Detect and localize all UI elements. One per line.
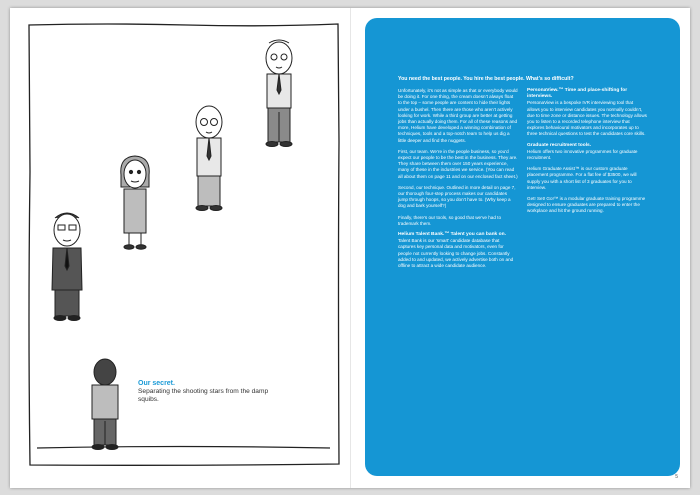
get-set-go-paragraph: Get! Set! Go!™ is a modular graduate training programme designed to ensure graduates are prepared to enter the workplace and hit the ground running.: [527, 196, 646, 214]
lead-heading: You need the best people. You hire the best people. What’s so difficult?: [398, 76, 574, 82]
caption-text: Separating the shooting stars from the damp squibs.: [138, 388, 269, 404]
figure-man-glasses: [196, 106, 222, 211]
left-paragraph-4: Finally, there’s our tools, so good that we’ve had to trademark them.: [398, 214, 501, 226]
left-text-column: [398, 88, 518, 274]
personaview-heading: PersonaView.™ Time and place-shifting for interviews.: [527, 88, 628, 100]
personaview-paragraph: PersonaView is a bespoke IVR interviewing tool that allows you to interview candidates you normally couldn’t, due to time zone or distance issues. The technology allows you to listen to a recorded telephone interview that explores behavioural motivators and incorporates up to three technical questions to test the candidates core skills.: [527, 100, 647, 137]
talent-bank-paragraph: Talent Bank is our ‘smart’ candidate database that captures key personal data and motivators, even for people not currently looking to change jobs. Constantly added to and updated, we actively advertise both on and offline to attract a wide candidate audience.: [398, 238, 514, 269]
brochure-spread: [10, 8, 690, 488]
figure-man-glasses-tie: [266, 40, 292, 147]
figure-man-back: [92, 359, 118, 450]
left-paragraph-1: Unfortunately, it’s not as simple as that or everybody would be doing it. For one thing, the cream doesn’t always float to the top – some people are content to hide their lights under a bushel. Then there are those who aren’t actively looking for work. While a third group are better at getting jobs than actually doing them. For all of these reasons and more, Helium have developed a winning combination of techniques, tools and a top-notch team to help us dig a little deeper and find the nuggets.: [398, 88, 518, 143]
figure-man-suit: [52, 213, 82, 321]
caption-title: Our secret.: [138, 380, 175, 387]
talent-bank-heading: Helium Talent Bank.™ Talent you can bank on.: [398, 232, 506, 238]
graduate-heading: Graduate recruitment tools.: [527, 142, 592, 148]
figure-woman-bob: [121, 156, 149, 249]
left-paragraph-3: Second, our technique. Outlined in more detail on page 7, our thorough four-step process makes our candidates jump through hoops, so you don’t have to. (Why keep a dog and bark yourself?): [398, 184, 516, 209]
page-number: 5: [675, 474, 678, 480]
left-paragraph-2: First, our team. We’re in the people business, so you’d expect our people to be the best in the business. They are. They share between them over 150 years experience, many of these in the industries we service. (You can read all about them on page 11 and on our enclosed fact sheet.): [398, 148, 518, 179]
illustration-caption: [138, 380, 288, 405]
page-gutter: [350, 8, 351, 488]
graduate-intro: Helium offers two innovative programmes for graduate recruitment.: [527, 148, 638, 161]
graduate-assist-paragraph: Helium Graduate Assist™ is our custom graduate placement programme. For a flat fee of $3500, we will supply you with a short list of 3 graduates for you to interview.: [527, 166, 637, 190]
content-panel: [365, 18, 680, 476]
right-text-column: [527, 88, 647, 220]
